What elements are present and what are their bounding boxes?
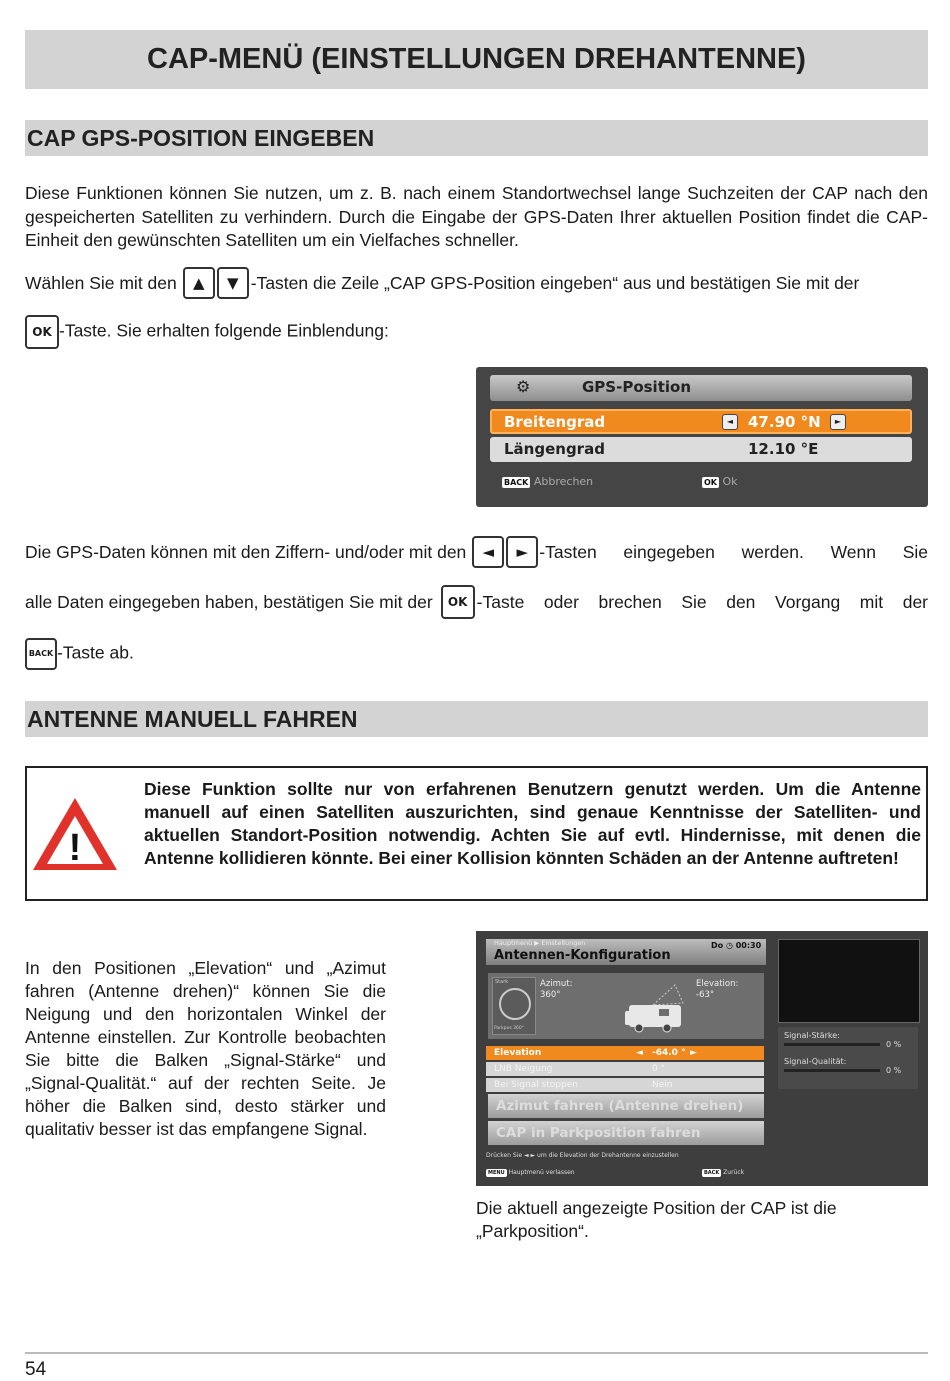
gps-data-line-2 xyxy=(25,585,928,619)
row-lnb-value: 0 ° xyxy=(652,1064,666,1074)
azimut-label: Azimut: xyxy=(540,979,573,989)
row-lnb-neigung[interactable] xyxy=(486,1062,764,1076)
antenna-config-screen xyxy=(476,931,928,1186)
gear-icon: ⚙ xyxy=(516,377,531,396)
after-text-e: -Taste ab. xyxy=(57,642,134,663)
signal-quality-bar xyxy=(784,1069,880,1072)
left-arrow-icon[interactable]: ◄ xyxy=(636,1048,643,1058)
hint-text-a: Drücken Sie xyxy=(486,1152,523,1159)
latitude-label: Breitengrad xyxy=(504,413,606,431)
gps-data-line-3 xyxy=(25,638,134,670)
back-key-icon: BACK xyxy=(504,478,529,487)
signal-quality-value: 0 % xyxy=(886,1066,902,1075)
intro-paragraph: Diese Funktionen können Sie nutzen, um z. B. nach einem Standortwechsel lange Suchzeiten der CAP nach den gespeicherten Satelliten zu verhindern. Durch die Eingabe der GPS-Daten Ihrer aktuellen Position findet die CAP-Einheit den gewünschten Satelliten um ein Vielfaches schneller. xyxy=(25,183,928,250)
step-text-c: -Taste. Sie erhalten folgende Einblendung: xyxy=(59,320,389,341)
row-signal-stop-label: Bei Signal stoppen xyxy=(494,1080,578,1090)
breadcrumb: Hauptmenü ▶ Einstellungen xyxy=(494,939,586,947)
warning-triangle-icon xyxy=(29,794,121,874)
signal-strength-bar xyxy=(784,1043,880,1046)
longitude-value: 12.10 °E xyxy=(748,440,819,458)
latitude-value: 47.90 °N xyxy=(748,413,821,431)
longitude-label: Längengrad xyxy=(504,440,605,458)
antenna-header xyxy=(486,939,766,965)
page-title: CAP-MENÜ (EINSTELLUNGEN DREHANTENNE) xyxy=(25,30,928,89)
row-lnb-label: LNB Neigung xyxy=(494,1064,553,1074)
left-arrow-icon[interactable]: ◄ xyxy=(722,414,738,430)
after-text-c: alle Daten eingegeben haben, bestätigen Sie mit der xyxy=(25,591,433,612)
back-key-icon: BACK xyxy=(704,1170,720,1176)
signal-strength-value: 0 % xyxy=(886,1040,902,1049)
row-elevation-value: -64.0 ° xyxy=(652,1048,686,1058)
after-text-d: -Taste oder brechen Sie den Vorgang mit der xyxy=(476,591,928,612)
ok-key-icon: OK xyxy=(704,478,717,487)
menu-hint[interactable] xyxy=(486,1169,575,1177)
after-text-a: Die GPS-Daten können mit den Ziffern- und/oder mit den xyxy=(25,541,467,562)
antenna-body-text: In den Positionen „Elevation“ und „Azimut fahren (Antenne drehen)“ können Sie die Neigung und den horizontalen Winkel der Antenne einstellen. Zur Kontrolle beobachten Sie bitte die Balken „Signal-Stärke“ und „Signal-Qualität.“ auf der rechten Seite. Je höher die Balken sind, desto stärker und qualitativ besser ist das empfangene Signal. xyxy=(25,958,386,1139)
signal-strength-label: Signal-Stärke: xyxy=(784,1031,840,1040)
left-arrow-key-icon: ◄ xyxy=(472,536,504,568)
park-position-button[interactable]: CAP in Parkposition fahren xyxy=(488,1121,764,1145)
right-arrow-icon[interactable]: ► xyxy=(690,1048,697,1058)
step-text-a: Wählen Sie mit den xyxy=(25,272,177,293)
clock-icon: ◷ xyxy=(725,941,733,950)
page-number: 54 xyxy=(25,1359,47,1380)
warning-box xyxy=(25,766,928,901)
hint-text-b: um die Elevation der Drehantenne einzustellen xyxy=(537,1152,679,1159)
gps-position-screen xyxy=(476,367,928,507)
warning-text: Diese Funktion sollte nur von erfahrenen Benutzern genutzt werden. Um die Antenne manuell auf einen Satelliten auszurichten, sind genaue Kenntnisse der Satelliten- und aktuellen Standort-Position notwendig. Achten Sie auf evtl. Hindernisse, mit denen die Antenne kollidieren könnte. Bei einer Kollision könnten Schäden an der Antenne auftreten! xyxy=(144,779,921,868)
step-instruction-line-2 xyxy=(25,315,389,349)
gps-data-line-1 xyxy=(25,536,928,568)
azimut-value: 360° xyxy=(540,990,561,1000)
menu-key-icon: MENU xyxy=(488,1170,505,1176)
left-right-keys xyxy=(472,536,538,568)
footer-divider xyxy=(25,1352,928,1354)
signal-quality-label: Signal-Qualität: xyxy=(784,1057,847,1066)
clock-time: 00:30 xyxy=(735,941,762,950)
ok-key-icon: OK xyxy=(25,315,59,349)
antenna-title: Antennen-Konfiguration xyxy=(494,948,671,963)
left-arrow-icon: ◄ xyxy=(523,1152,529,1159)
section-heading-gps: CAP GPS-POSITION EINGEBEN xyxy=(25,120,928,156)
row-elevation-label: Elevation xyxy=(494,1048,542,1058)
step-text-b: -Tasten die Zeile „CAP GPS-Position eingeben“ aus und bestätigen Sie mit der xyxy=(250,272,860,293)
up-down-keys xyxy=(183,267,249,299)
back-hint[interactable] xyxy=(702,1169,744,1177)
gauge-bottom-label: Parkpos 360° xyxy=(494,1026,524,1031)
gps-row-longitude[interactable] xyxy=(490,437,912,462)
gps-row-latitude[interactable] xyxy=(490,409,912,434)
right-arrow-icon[interactable]: ► xyxy=(830,414,846,430)
back-label: Zurück xyxy=(723,1169,745,1176)
gps-dialog-title: GPS-Position xyxy=(582,378,691,396)
back-key-icon: BACK xyxy=(25,638,57,670)
compass-icon xyxy=(499,988,531,1020)
right-arrow-icon: ► xyxy=(530,1152,536,1159)
svg-text:!: ! xyxy=(68,827,82,869)
gps-back-hint[interactable] xyxy=(502,475,593,488)
gps-dialog-header xyxy=(490,375,912,401)
down-arrow-key-icon: ▼ xyxy=(217,267,249,299)
screen-caption: Die aktuell angezeigte Position der CAP ist die „Parkposition“. xyxy=(476,1198,837,1241)
clock-day: Do xyxy=(711,941,724,950)
gauge-top-label: Stark xyxy=(495,979,509,985)
row-signal-stop[interactable] xyxy=(486,1078,764,1092)
ok-key-icon: OK xyxy=(441,585,475,619)
signal-panel xyxy=(778,1027,918,1089)
gps-ok-hint[interactable] xyxy=(702,475,738,488)
after-text-b: -Tasten eingegeben werden. Wenn Sie xyxy=(539,541,928,562)
antenna-hint xyxy=(486,1152,679,1159)
back-label: Abbrechen xyxy=(533,475,594,488)
elevation-label: Elevation: xyxy=(696,979,739,989)
row-signal-stop-value: Nein xyxy=(652,1080,673,1090)
step-instruction-line xyxy=(25,267,928,299)
menu-label: Hauptmenü verlassen xyxy=(508,1169,575,1176)
position-panel xyxy=(488,973,764,1039)
ok-label: Ok xyxy=(722,475,738,488)
clock xyxy=(711,941,761,950)
camper-van-icon xyxy=(623,981,703,1035)
right-arrow-key-icon: ► xyxy=(506,536,538,568)
row-elevation[interactable] xyxy=(486,1046,764,1060)
section-heading-antenna: ANTENNE MANUELL FAHREN xyxy=(25,701,928,737)
gauge xyxy=(492,977,536,1035)
tv-preview xyxy=(778,939,920,1023)
azimut-drive-button[interactable]: Azimut fahren (Antenne drehen) xyxy=(488,1094,764,1118)
up-arrow-key-icon: ▲ xyxy=(183,267,215,299)
elevation-value: -63° xyxy=(696,990,715,1000)
